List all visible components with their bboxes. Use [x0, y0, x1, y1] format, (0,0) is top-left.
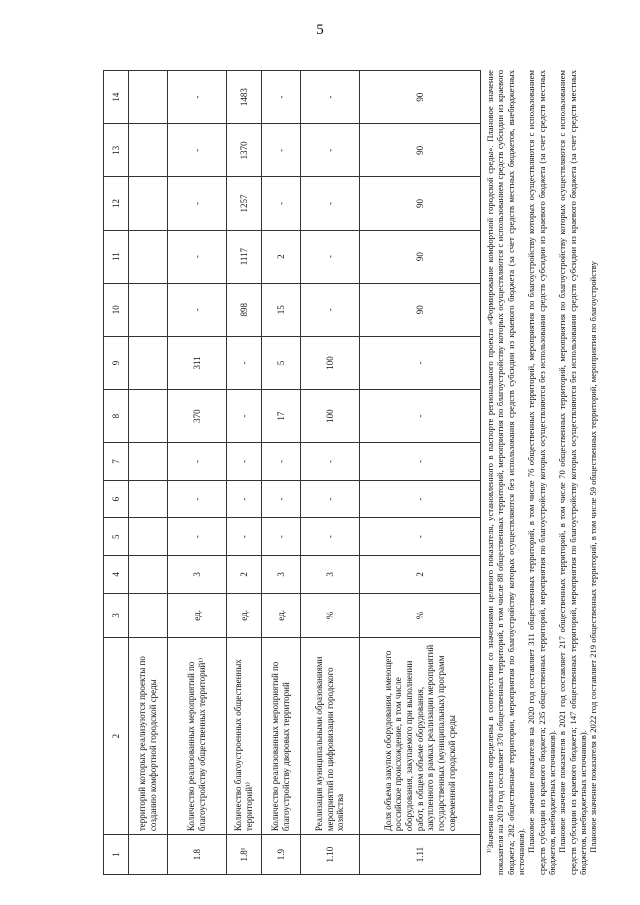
header-cell: 5: [104, 518, 129, 556]
value-cell: -: [301, 443, 360, 481]
value-cell: -: [301, 480, 360, 518]
row-number-cell: 1.10: [301, 835, 360, 875]
value-cell: -: [168, 177, 227, 230]
footnote-paragraph: ¹⁾Значения показателя определены в соответствии со значениями целевого показателя, установленного в паспорте регионального проекта «Формирование комфортной городской среды». Плановое значение показателя на 2019 год составляет 370 общественных территорий, в том числе 88 общественных территорий, мероприятия по благоустройству которых осуществляются с использованием средств субсидии из краевого бюджета; 282 общественные территории, мероприятия по благоустройству которых осуществляются без использования средств субсидии из краевого бюджета (за счет средств местных бюджетов, внебюджетных источников).: [485, 70, 526, 875]
unit-cell: ед.: [262, 593, 301, 637]
value-cell: -: [301, 230, 360, 283]
header-cell: 10: [104, 283, 129, 336]
value-cell: [129, 230, 168, 283]
value-cell: [129, 390, 168, 443]
value-cell: -: [262, 518, 301, 556]
value-cell: 1257: [227, 177, 262, 230]
value-cell: -: [168, 518, 227, 556]
value-cell: [129, 283, 168, 336]
value-cell: 90: [360, 177, 481, 230]
indicator-name-cell: Количество реализованных мероприятий по благоустройству дворовых территорий: [262, 638, 301, 835]
value-cell: -: [227, 336, 262, 389]
value-cell: 898: [227, 283, 262, 336]
page-number: 5: [316, 22, 324, 38]
header-cell: 1: [104, 835, 129, 875]
unit-cell: %: [301, 593, 360, 637]
table-row: [301, 71, 360, 875]
header-cell: 14: [104, 71, 129, 124]
value-cell: -: [168, 443, 227, 481]
unit-cell: %: [360, 593, 481, 637]
table-row: [129, 71, 168, 875]
value-cell: -: [301, 71, 360, 124]
value-cell: 100: [301, 390, 360, 443]
value-cell: 3: [262, 556, 301, 594]
unit-cell: ед.: [227, 593, 262, 637]
value-cell: -: [227, 480, 262, 518]
value-cell: 3: [301, 556, 360, 594]
value-cell: -: [360, 480, 481, 518]
value-cell: -: [301, 124, 360, 177]
value-cell: [129, 443, 168, 481]
value-cell: [129, 518, 168, 556]
value-cell: -: [262, 443, 301, 481]
header-cell: 4: [104, 556, 129, 594]
indicator-name-cell: Реализация муниципальными образованиями мероприятий по цифровизации городского хозяйства: [301, 638, 360, 835]
value-cell: -: [301, 177, 360, 230]
value-cell: -: [360, 336, 481, 389]
value-cell: 2: [360, 556, 481, 594]
footnotes: [485, 70, 598, 875]
value-cell: 2: [262, 230, 301, 283]
value-cell: -: [227, 443, 262, 481]
table-header-row: [104, 71, 129, 875]
value-cell: -: [262, 480, 301, 518]
value-cell: [129, 336, 168, 389]
value-cell: 15: [262, 283, 301, 336]
value-cell: 311: [168, 336, 227, 389]
value-cell: 1370: [227, 124, 262, 177]
footnote-paragraph: Плановое значение показателя в 2021 год составляет 217 общественных территорий, в том числе 70 общественных территорий, мероприятия по благоустройству которых осуществляются с использованием средств субсидии из краевого бюджета; 147 общественных территорий, мероприятия по благоустройству которых осуществляются без использования средств субсидии из краевого бюджета (за счет средств местных бюджетов, внебюджетных источников).: [557, 70, 588, 875]
value-cell: 5: [262, 336, 301, 389]
indicator-name-cell: территорий которых реализуются проекты по созданию комфортной городской среды: [129, 638, 168, 835]
indicator-name-cell: Доля объема закупок оборудования, имеющего российское происхождение, в том числе оборудования, закупаемого при выполнении работ, в общем объеме оборудования, закупленного в рамках реализации мероприятий государственных (муниципальных) программ современной городской среды: [360, 638, 481, 835]
footnote-paragraph: Плановое значение показателя на 2020 год составляет 311 общественных территорий, в том числе 76 общественных территорий, мероприятия по благоустройству которых осуществляются с использованием средств субсидии из краевого бюджета; 235 общественных территорий, мероприятия по благоустройству которых осуществляются без использования средств субсидии из краевого бюджета (за счет средств местных бюджетов, внебюджетных источников).: [526, 70, 557, 875]
value-cell: [129, 124, 168, 177]
value-cell: [129, 71, 168, 124]
value-cell: -: [360, 390, 481, 443]
value-cell: 1483: [227, 71, 262, 124]
value-cell: -: [227, 390, 262, 443]
row-number-cell: 1.9: [262, 835, 301, 875]
value-cell: 17: [262, 390, 301, 443]
value-cell: 90: [360, 71, 481, 124]
header-cell: 12: [104, 177, 129, 230]
table-row: [360, 71, 481, 875]
unit-cell: [129, 593, 168, 637]
value-cell: [129, 556, 168, 594]
value-cell: -: [168, 71, 227, 124]
value-cell: -: [360, 518, 481, 556]
value-cell: 3: [168, 556, 227, 594]
value-cell: 90: [360, 230, 481, 283]
table-row: [227, 71, 262, 875]
value-cell: 2: [227, 556, 262, 594]
value-cell: 90: [360, 283, 481, 336]
value-cell: -: [168, 480, 227, 518]
header-cell: 6: [104, 480, 129, 518]
row-number-cell: 1.11: [360, 835, 481, 875]
header-cell: 8: [104, 390, 129, 443]
header-cell: 11: [104, 230, 129, 283]
value-cell: -: [262, 71, 301, 124]
value-cell: -: [168, 283, 227, 336]
header-cell: 2: [104, 638, 129, 835]
value-cell: -: [168, 124, 227, 177]
row-number-cell: 1.8¹: [227, 835, 262, 875]
rotated-page-content: [103, 70, 599, 875]
value-cell: [129, 177, 168, 230]
value-cell: -: [168, 230, 227, 283]
value-cell: 100: [301, 336, 360, 389]
table-row: [262, 71, 301, 875]
header-cell: 3: [104, 593, 129, 637]
row-number-cell: 1.8: [168, 835, 227, 875]
value-cell: -: [301, 518, 360, 556]
value-cell: -: [262, 124, 301, 177]
value-cell: 370: [168, 390, 227, 443]
value-cell: -: [301, 283, 360, 336]
value-cell: 90: [360, 124, 481, 177]
header-cell: 7: [104, 443, 129, 481]
indicator-name-cell: Количество реализованных мероприятий по благоустройству общественных территорий¹⁾: [168, 638, 227, 835]
value-cell: [129, 480, 168, 518]
value-cell: -: [227, 518, 262, 556]
footnote-paragraph: Плановое значение показателя в 2022 год составляет 219 общественных территорий, в том числе 59 общественных территорий, мероприятия по благоустройству: [588, 261, 599, 853]
table-row: [168, 71, 227, 875]
value-cell: -: [262, 177, 301, 230]
indicator-name-cell: Количество благоустроенных общественных территорий¹⁾: [227, 638, 262, 835]
header-cell: 9: [104, 336, 129, 389]
unit-cell: ед.: [168, 593, 227, 637]
row-number-cell: [129, 835, 168, 875]
indicators-table: [103, 70, 481, 875]
value-cell: 1117: [227, 230, 262, 283]
header-cell: 13: [104, 124, 129, 177]
value-cell: -: [360, 443, 481, 481]
